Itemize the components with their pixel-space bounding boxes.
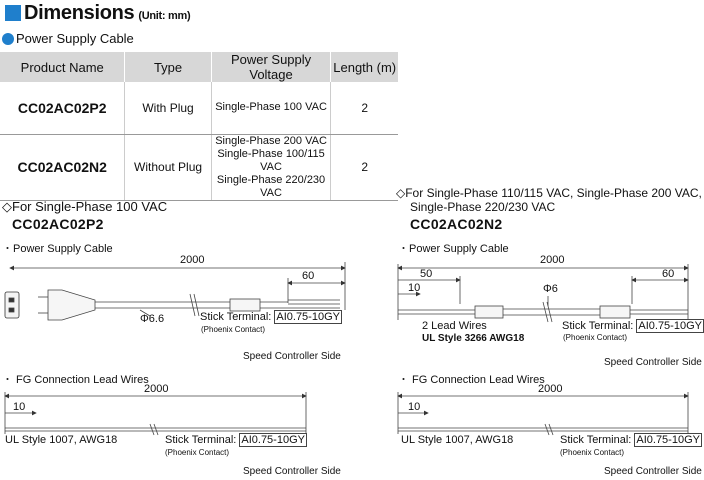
type-cell: Without Plug xyxy=(125,134,211,200)
left-stick-terminal: Stick Terminal: AI0.75-10GY xyxy=(200,311,340,323)
left-fg-start: 10 xyxy=(13,401,26,413)
right-ul-style: UL Style 3266 AWG18 xyxy=(422,333,525,344)
left-fg-stick-terminal: Stick Terminal: AI0.75-10GY xyxy=(165,434,305,446)
col-type: Type xyxy=(125,52,211,82)
left-fg-speed-side: Speed Controller Side xyxy=(243,466,341,477)
right-heading-line1: ◇For Single-Phase 110/115 VAC, Single-Phase 200 VAC, xyxy=(396,186,702,200)
right-lead-wires: 2 Lead Wires xyxy=(422,320,487,332)
right-start-length-2: 10 xyxy=(408,282,421,294)
right-fg-lead-drawing xyxy=(398,392,688,435)
left-fg-lead-drawing xyxy=(5,392,306,435)
right-fg-label: ・ FG Connection Lead Wires xyxy=(398,374,545,386)
right-power-cable-label: ・Power Supply Cable xyxy=(398,243,509,255)
right-fg-wire-spec: UL Style 1007, AWG18 xyxy=(401,434,514,446)
right-fg-phoenix-note: (Phoenix Contact) xyxy=(560,448,625,457)
product-name-cell: CC02AC02P2 xyxy=(0,82,125,134)
left-speed-side: Speed Controller Side xyxy=(243,351,341,362)
left-fg-wire-spec: UL Style 1007, AWG18 xyxy=(5,434,118,446)
right-speed-side: Speed Controller Side xyxy=(604,357,702,368)
voltage-cell: Single-Phase 100 VAC xyxy=(211,82,331,134)
right-fg-speed-side: Speed Controller Side xyxy=(604,466,702,477)
right-product-name: CC02AC02N2 xyxy=(410,216,503,232)
left-product-name: CC02AC02P2 xyxy=(12,216,104,232)
right-end-length: 60 xyxy=(662,268,675,280)
product-name-cell: CC02AC02N2 xyxy=(0,134,125,200)
right-cable-diameter: Φ6 xyxy=(543,283,558,295)
left-end-length: 60 xyxy=(302,270,315,282)
unit-note: (Unit: mm) xyxy=(138,10,191,22)
length-cell: 2 xyxy=(331,134,398,200)
voltage-cell: Single-Phase 200 VAC Single-Phase 100/115 VAC Single-Phase 220/230 VAC xyxy=(211,134,331,200)
right-total-length: 2000 xyxy=(540,254,565,266)
right-start-length-1: 50 xyxy=(420,268,433,280)
left-power-cable-label: ・Power Supply Cable xyxy=(2,243,113,255)
left-phoenix-note: (Phoenix Contact) xyxy=(201,325,266,334)
left-fg-total: 2000 xyxy=(144,383,169,395)
length-cell: 2 xyxy=(331,82,398,134)
right-fg-stick-terminal: Stick Terminal: AI0.75-10GY xyxy=(560,434,700,446)
right-heading-line2: Single-Phase 220/230 VAC xyxy=(410,200,556,214)
page-title: Dimensions (Unit: mm) xyxy=(24,2,191,24)
left-heading: ◇For Single-Phase 100 VAC xyxy=(2,199,168,214)
right-phoenix-note: (Phoenix Contact) xyxy=(563,333,628,342)
right-stick-terminal: Stick Terminal: AI0.75-10GY xyxy=(562,320,702,332)
col-product-name: Product Name xyxy=(0,52,125,82)
left-fg-phoenix-note: (Phoenix Contact) xyxy=(165,448,230,457)
left-cable-diameter: Φ6.6 xyxy=(140,313,165,325)
col-length: Length (m) xyxy=(331,52,398,82)
col-voltage: Power Supply Voltage xyxy=(211,52,331,82)
type-cell: With Plug xyxy=(125,82,211,134)
right-fg-start: 10 xyxy=(408,401,421,413)
right-fg-total: 2000 xyxy=(538,383,563,395)
left-fg-label: ・ FG Connection Lead Wires xyxy=(2,374,149,386)
section-title: Power Supply Cable xyxy=(16,31,134,46)
left-total-length: 2000 xyxy=(180,254,205,266)
